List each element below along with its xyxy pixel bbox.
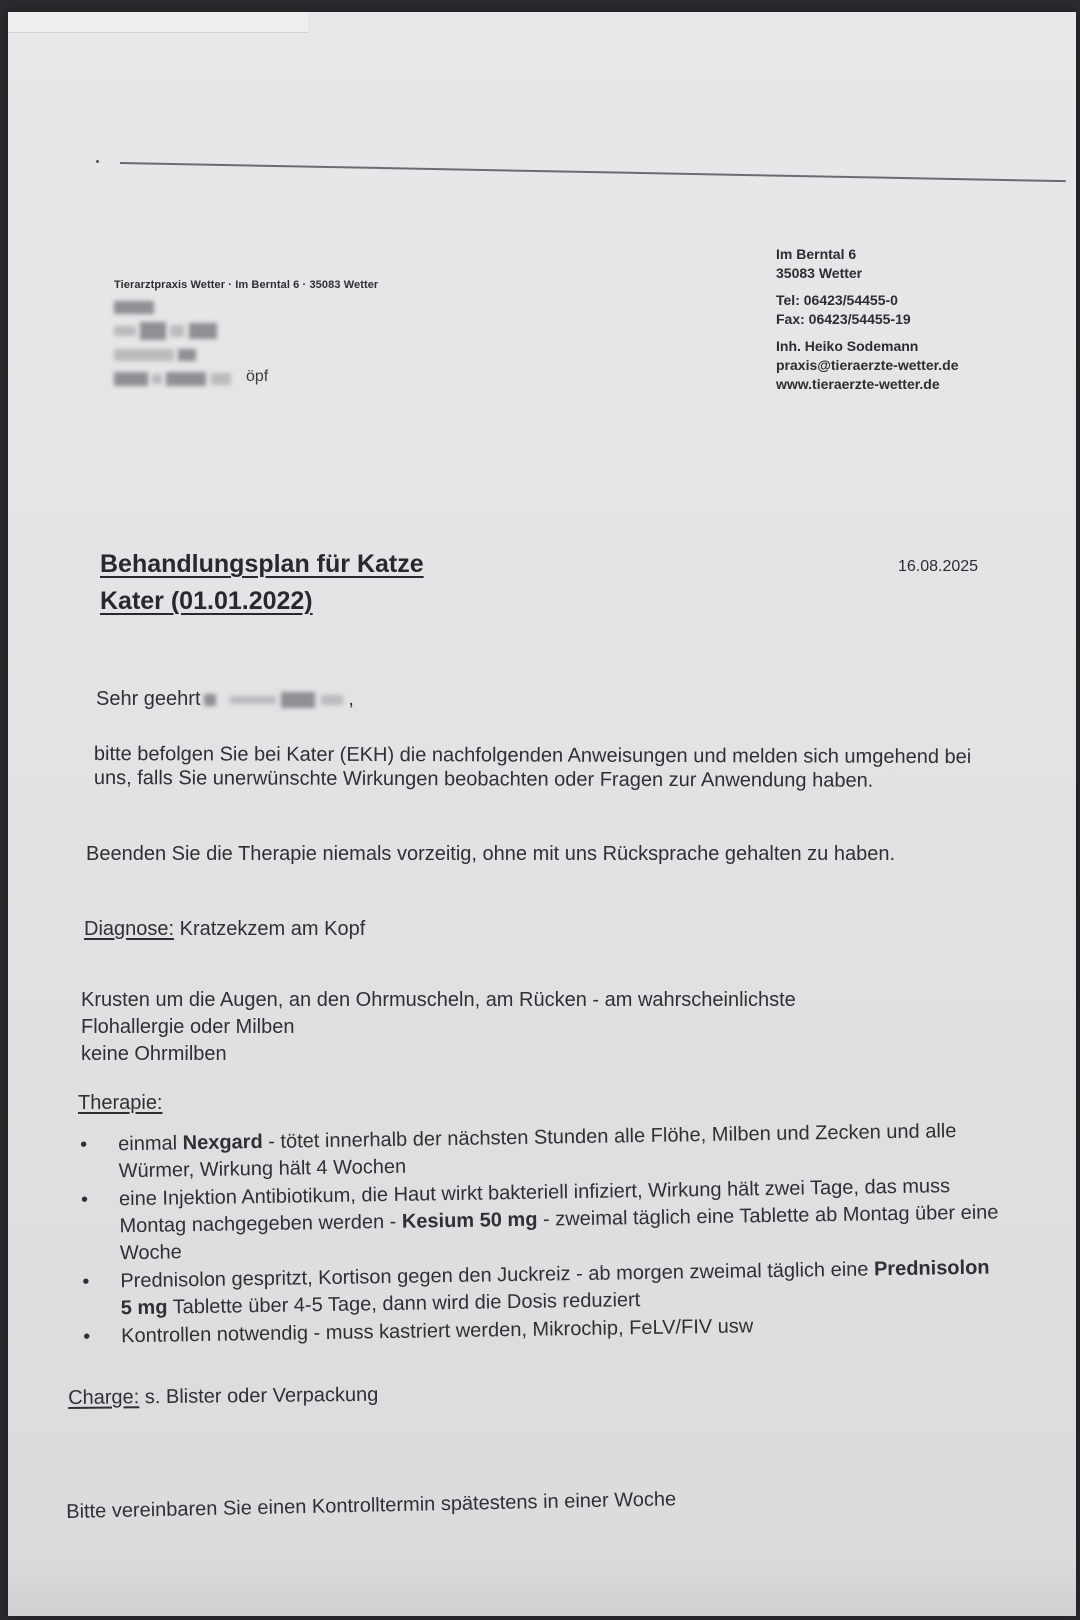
redaction-block xyxy=(140,322,166,340)
recipient-line-3 xyxy=(114,346,231,364)
sender-return-address: Tierarztpraxis Wetter · Im Berntal 6 · 35083 Wetter xyxy=(114,279,379,291)
therapy-item-text: Tablette über 4-5 Tage, dann wird die Dosis reduziert xyxy=(167,1289,641,1319)
redaction-block xyxy=(114,326,136,336)
title-line-2: Kater (01.01.2022) xyxy=(100,587,313,615)
bullet-icon: • xyxy=(80,1188,89,1211)
paper-fold xyxy=(8,12,308,33)
redaction-block xyxy=(166,372,206,386)
charge-value: s. Blister oder Verpackung xyxy=(139,1383,379,1409)
recipient-address-redacted xyxy=(114,298,269,394)
findings xyxy=(81,987,961,1068)
redaction-block xyxy=(114,301,154,314)
therapy-item-drug: Nexgard xyxy=(182,1130,263,1155)
redaction-block xyxy=(189,323,217,339)
redaction-block xyxy=(152,374,162,384)
charge-note xyxy=(68,1383,378,1410)
redaction-block xyxy=(204,694,216,706)
diagnosis-label: Diagnose: xyxy=(84,918,175,940)
therapy-item-text: - zweimal täglich eine Tablette ab Montag über eine Woche xyxy=(119,1201,999,1265)
diagnosis xyxy=(84,917,365,941)
practice-fax: Fax: 06423/54455-19 xyxy=(776,311,911,327)
redaction-block xyxy=(114,349,174,361)
practice-contact-block xyxy=(776,245,959,394)
therapy-item-drug: Prednisolon 5 mg xyxy=(120,1256,990,1320)
redaction-block xyxy=(170,325,184,337)
redaction-block xyxy=(178,349,196,361)
bullet-icon: • xyxy=(80,1133,88,1156)
recipient-line-4 xyxy=(114,368,269,388)
therapy-item-text: eine Injektion Antibiotikum, die Haut wirkt bakteriell infiziert, Wirkung hält zwei Tage, das muss Montag nachgegeben werden - xyxy=(118,1175,951,1238)
header-rule xyxy=(120,162,1066,182)
practice-email: praxis@tieraerzte-wetter.de xyxy=(776,357,959,373)
practice-phone: Tel: 06423/54455-0 xyxy=(776,292,898,308)
closing-sentence: Bitte vereinbaren Sie einen Kontrolltermin spätestens in einer Woche xyxy=(66,1488,677,1523)
practice-website: www.tieraerzte-wetter.de xyxy=(776,376,940,392)
findings-line-2: Flohallergie oder Milben xyxy=(81,1016,295,1038)
charge-label: Charge: xyxy=(68,1386,140,1409)
letter-paper xyxy=(8,12,1076,1616)
practice-owner: Inh. Heiko Sodemann xyxy=(776,338,919,354)
document-title xyxy=(100,546,424,620)
paper-shadow xyxy=(8,1556,1076,1616)
title-line-1: Behandlungsplan für Katze xyxy=(100,550,424,578)
instructions-paragraph: bitte befolgen Sie bei Kater (EKH) die nachfolgenden Anweisungen und melden sich umgehend bei uns, falls Sie unerwünschte Wirkungen beobachten oder Fragen zur Anwendung haben. xyxy=(93,743,972,792)
redaction-block xyxy=(230,696,276,704)
therapy-item-text: einmal xyxy=(118,1132,183,1156)
warning-paragraph: Beenden Sie die Therapie niemals vorzeitig, ohne mit uns Rücksprache gehalten zu haben. xyxy=(86,843,896,865)
therapy-heading: Therapie: xyxy=(78,1092,163,1114)
recipient-line-2 xyxy=(114,322,231,340)
therapy-item xyxy=(71,1172,1002,1268)
therapy-item-drug: Kesium 50 mg xyxy=(401,1208,538,1233)
therapy-list xyxy=(70,1117,1003,1352)
practice-street: Im Berntal 6 xyxy=(776,246,857,262)
therapy-item-text: Kontrollen notwendig - muss kastriert werden, Mikrochip, FeLV/FIV usw xyxy=(121,1315,754,1348)
document-date: 16.08.2025 xyxy=(898,558,979,575)
redaction-block xyxy=(321,695,343,705)
redaction-block xyxy=(114,372,148,386)
punch-mark xyxy=(96,160,99,163)
salutation-start: Sehr geehrt xyxy=(96,688,201,710)
findings-line-1: Krusten um die Augen, an den Ohrmuscheln, am Rücken - am wahrscheinlichste xyxy=(81,989,796,1011)
redaction-block xyxy=(211,373,231,385)
findings-line-3: keine Ohrmilben xyxy=(81,1043,227,1065)
therapy-item-text: Prednisolon gespritzt, Kortison gegen den Juckreiz - ab morgen zweimal täglich eine xyxy=(120,1258,875,1293)
therapy-item-text: - tötet innerhalb der nächsten Stunden alle Flöhe, Milben und Zecken und alle Würmer, Wirkung hält 4 Wochen xyxy=(118,1120,957,1183)
salutation-end: , xyxy=(348,688,354,710)
redaction-block xyxy=(281,692,315,708)
salutation xyxy=(96,687,354,711)
recipient-line-4-tail: öpf xyxy=(246,368,269,385)
recipient-line-1 xyxy=(114,298,231,316)
practice-city: 35083 Wetter xyxy=(776,265,863,281)
bullet-icon: • xyxy=(83,1325,91,1348)
bullet-icon: • xyxy=(82,1270,90,1293)
diagnosis-value: Kratzekzem am Kopf xyxy=(174,918,366,940)
